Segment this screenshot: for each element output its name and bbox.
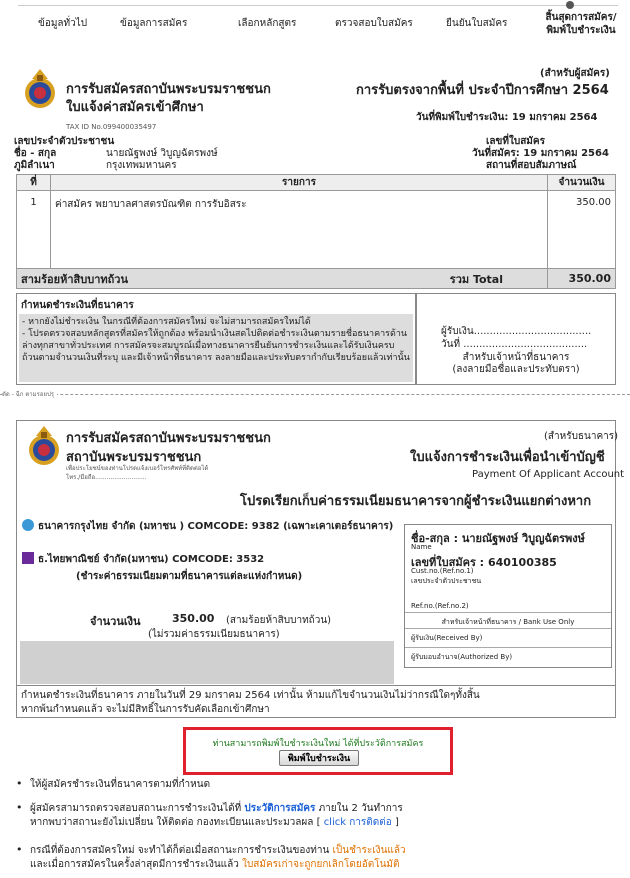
step-finish-line1: สิ้นสุดการสมัคร/ bbox=[545, 12, 617, 23]
total-words: สามร้อยห้าสิบบาทถ้วน bbox=[21, 272, 128, 286]
deadline-box bbox=[16, 686, 616, 718]
institution-logo-icon bbox=[20, 67, 60, 111]
reprint-notice-text: ท่านสามารถพิมพ์ใบชำระเงินใหม่ ได้ที่ประวัติการสมัคร bbox=[212, 739, 424, 749]
paid-status-text: เป็นชำระเงินแล้ว bbox=[332, 845, 406, 856]
for-applicant-label: (สำหรับผู้สมัคร) bbox=[540, 68, 610, 79]
cut-label: ตัด - ฉีก ตามรอยปรุ bbox=[2, 389, 57, 399]
table-header-row bbox=[17, 175, 616, 191]
interview-location-label: สถานที่สอบสัมภาษณ์ bbox=[486, 160, 577, 171]
old-app-cancel-text: ใบสมัครเก่าจะถูกยกเลิกโดยอัตโนมัติ bbox=[242, 859, 400, 870]
col-header-item: รายการ bbox=[51, 175, 548, 191]
history-link[interactable]: ประวัติการสมัคร bbox=[244, 803, 316, 814]
deadline-line1: กำหนดชำระเงินที่ธนาคาร ภายในวันที่ 29 มกราคม 2564 เท่านั้น ห้ามแก้ไขจำนวนเงินไม่ว่ากรณีใดๆทั้งสิ้น bbox=[21, 690, 480, 701]
print-date-row bbox=[416, 110, 597, 125]
apply-date-label: วันที่สมัคร: bbox=[472, 148, 520, 159]
payin-name-label: ชื่อ-สกุล : bbox=[411, 532, 458, 545]
deadline-line2: หากพ้นกำหนดแล้ว จะไม่มีสิทธิ์ในการรับคัดเลือกเข้าศึกษา bbox=[21, 704, 270, 715]
bullet-1: ให้ผู้สมัครชำระเงินที่ธนาคารตามที่กำหนด bbox=[30, 779, 211, 790]
bank-note-1: - หากยังไม่ชำระเงิน ในกรณีที่ต้องการสมัครใหม่ จะไม่สามารถสมัครใหม่ได้ bbox=[22, 317, 311, 327]
bullet-1-icon: • bbox=[16, 777, 23, 790]
bullet-2-text-a: ผู้สมัครสามารถตรวจสอบสถานะการชำระเงินได้ที่ bbox=[30, 803, 242, 814]
table-row bbox=[17, 191, 616, 269]
total-row bbox=[17, 269, 616, 289]
barcode-area bbox=[20, 641, 394, 684]
bank-note-2: - โปรดตรวจสอบหลักสูตรที่สมัครให้ถูกต้อง พร้อมนำเงินสดไปติดต่อชำระเงินตามรายชื่อธนาคารด้านล่างทุกสาขาทั่วประเทศ การสมัครจะสมบูรณ์เมื่อทางธนาคารยืนยันการชำระเงินและได้รับเงินครบถ้วนตามจำนวนเงินที่ระบุ และมีเจ้าหน้าที่ธนาคาร ลงลายมือและประทับตรากำกับเรียบร้อยแล้วเท่านั้น bbox=[22, 329, 410, 363]
total-amount: 350.00 bbox=[548, 269, 616, 289]
bullet-2-text-c: หากพบว่าสถานะยังไม่เปลี่ยน ให้ติดต่อ กองทะเบียนและประมวลผล [ bbox=[30, 817, 321, 828]
step-general-info: ข้อมูลทั่วไป bbox=[38, 18, 88, 29]
payin-org-title: การรับสมัครสถาบันพระบรมราชชนก bbox=[66, 431, 271, 446]
fee-items-table bbox=[16, 174, 616, 289]
contact-note: เพื่อประโยชน์ของท่านโปรดแจ้งเบอร์โทรศัพท์ที่ติดต่อได้ bbox=[66, 465, 209, 472]
step-finish bbox=[531, 11, 630, 37]
receive-date-line: วันที่ ....................................... bbox=[441, 339, 588, 350]
step-check-application: ตรวจสอบใบสมัคร bbox=[335, 18, 413, 29]
ref1-label: Cust.no.(Ref.no.1) bbox=[411, 567, 474, 575]
bank-staff-sign: (ลงลายมือชื่อและประทับตรา) bbox=[452, 364, 580, 375]
col-header-amount: จำนวนเงิน bbox=[548, 175, 616, 191]
payin-org-name: สถาบันพระบรมราชชนก bbox=[66, 450, 202, 465]
scb-bank-icon bbox=[22, 552, 34, 564]
bank-use-label: สำหรับเจ้าหน้าที่ธนาคาร / Bank Use Only bbox=[405, 612, 611, 628]
deposit-title: ใบแจ้งการชำระเงินเพื่อนำเข้าบัญชี bbox=[410, 450, 605, 465]
payin-name-value: นายณัฐพงษ์ วิบูญฉัตรพงษ์ bbox=[461, 532, 585, 545]
bullet-2-icon: • bbox=[16, 801, 23, 814]
ref2-label: Ref.no.(Ref.no.2) bbox=[411, 602, 469, 610]
bullet-2 bbox=[30, 802, 620, 830]
bank-staff-box bbox=[416, 293, 616, 385]
phone-note: โทร./มือถือ........................... bbox=[66, 474, 147, 481]
bullet-3-text-a: กรณีที่ต้องการสมัครใหม่ จะทำได้ก็ต่อเมื่อสถานะการชำระเงินของท่าน bbox=[30, 845, 330, 856]
ktb-bank-icon bbox=[22, 519, 34, 531]
bank-payment-notes bbox=[19, 314, 413, 382]
step-finish-line2: พิมพ์ใบชำระเงิน bbox=[546, 25, 616, 36]
step-select-program: เลือกหลักสูตร bbox=[238, 18, 297, 29]
bank-payment-box bbox=[16, 293, 416, 385]
no-fee-note: (ไม่รวมค่าธรรมเนียมธนาคาร) bbox=[148, 629, 280, 640]
row-amount: 350.00 bbox=[548, 191, 616, 269]
for-bank-label: (สำหรับธนาคาร) bbox=[544, 431, 619, 442]
reprint-notice bbox=[183, 727, 453, 775]
tax-id: TAX ID No.099400035497 bbox=[66, 123, 157, 131]
receipt-org-title: การรับสมัครสถาบันพระบรมราชชนก bbox=[66, 82, 271, 97]
applicant-info-box bbox=[404, 524, 612, 668]
bank-staff-label: สำหรับเจ้าหน้าที่ธนาคาร bbox=[462, 352, 570, 363]
step-confirm-application: ยืนยันใบสมัคร bbox=[446, 18, 508, 29]
id-small-label: เลขประจำตัวประชาชน bbox=[411, 577, 482, 585]
payin-app-label: เลขที่ใบสมัคร : bbox=[411, 556, 485, 569]
apply-date-value: 19 มกราคม 2564 bbox=[523, 148, 609, 159]
admission-type: การรับตรงจากพื้นที่ ประจำปีการศึกษา 2564 bbox=[356, 83, 609, 98]
receipt-subtitle: ใบแจ้งค่าสมัครเข้าศึกษา bbox=[66, 100, 204, 115]
amount-value: 350.00 bbox=[172, 612, 215, 625]
payin-logo-icon bbox=[24, 424, 64, 468]
progress-line bbox=[18, 5, 618, 6]
row-number: 1 bbox=[17, 191, 51, 269]
cut-line bbox=[0, 394, 630, 395]
amount-label: จำนวนเงิน bbox=[90, 615, 141, 628]
print-payment-button[interactable]: พิมพ์ใบชำระเงิน bbox=[279, 750, 359, 766]
print-date-label: วันที่พิมพ์ใบชำระเงิน: bbox=[416, 112, 509, 123]
amount-words: (สามร้อยห้าสิบบาทถ้วน) bbox=[226, 615, 332, 626]
payin-name-row bbox=[411, 529, 585, 547]
bullet-3 bbox=[30, 844, 620, 872]
print-date-value: 19 มกราคม 2564 bbox=[511, 112, 598, 123]
receiver-line: ผู้รับเงิน..................................... bbox=[441, 326, 592, 337]
bullet-3-icon: • bbox=[16, 843, 23, 856]
collect-fee-title: โปรดเรียกเก็บค่าธรรมเนียมธนาคารจากผู้ชำระเงินแยกต่างหาก bbox=[240, 494, 592, 509]
received-by: ผู้รับเงิน(Received By) bbox=[405, 628, 611, 648]
payin-name-en: Name bbox=[411, 543, 432, 551]
bullet-3-text-b: และเมื่อการสมัครในครั้งล่าสุดมีการชำระเงินแล้ว bbox=[30, 859, 239, 870]
applicant-name-value: นายณัฐพงษ์ วิบูญฉัตรพงษ์ bbox=[106, 148, 218, 159]
bullet-2-text-b: ภายใน 2 วันทำการ bbox=[318, 803, 403, 814]
step-application-info: ข้อมูลการสมัคร bbox=[120, 18, 188, 29]
row-item: ค่าสมัคร พยาบาลศาสตรบัณฑิต การรับอิสระ bbox=[51, 191, 548, 269]
bank-payment-heading: กำหนดชำระเงินที่ธนาคาร bbox=[21, 300, 134, 311]
application-number-label: เลขที่ใบสมัคร bbox=[486, 136, 545, 147]
payin-app-value: 640100385 bbox=[487, 556, 557, 569]
citizen-id-label: เลขประจำตัวประชาชน bbox=[14, 136, 115, 147]
fee-note: (ชำระค่าธรรมเนียมตามที่ธนาคารแต่ละแห่งกำหนด) bbox=[76, 571, 303, 582]
bank-scb: ธ.ไทยพาณิชย์ จำกัด(มหาชน) COMCODE: 3532 bbox=[38, 554, 265, 565]
region-label: ภูมิลำเนา bbox=[14, 160, 55, 171]
payment-en-title: Payment Of Applicant Account bbox=[472, 469, 625, 480]
contact-link[interactable]: click การติดต่อ bbox=[323, 817, 392, 828]
progress-steps bbox=[0, 0, 630, 52]
progress-current-dot bbox=[566, 1, 574, 9]
applicant-name-label: ชื่อ - สกุล bbox=[14, 148, 57, 159]
total-cell bbox=[17, 269, 548, 289]
region-value: กรุงเทพมหานคร bbox=[106, 160, 177, 171]
col-header-number: ที่ bbox=[17, 175, 51, 191]
bullet-2-text-d: ] bbox=[394, 817, 399, 828]
total-label: รวม Total bbox=[449, 272, 503, 286]
authorized-by: ผู้รับมอบอำนาจ(Authorized By) bbox=[405, 647, 611, 667]
bank-ktb: ธนาคารกรุงไทย จำกัด (มหาชน ) COMCODE: 9382 (เฉพาะเคาเตอร์ธนาคาร) bbox=[38, 521, 394, 532]
